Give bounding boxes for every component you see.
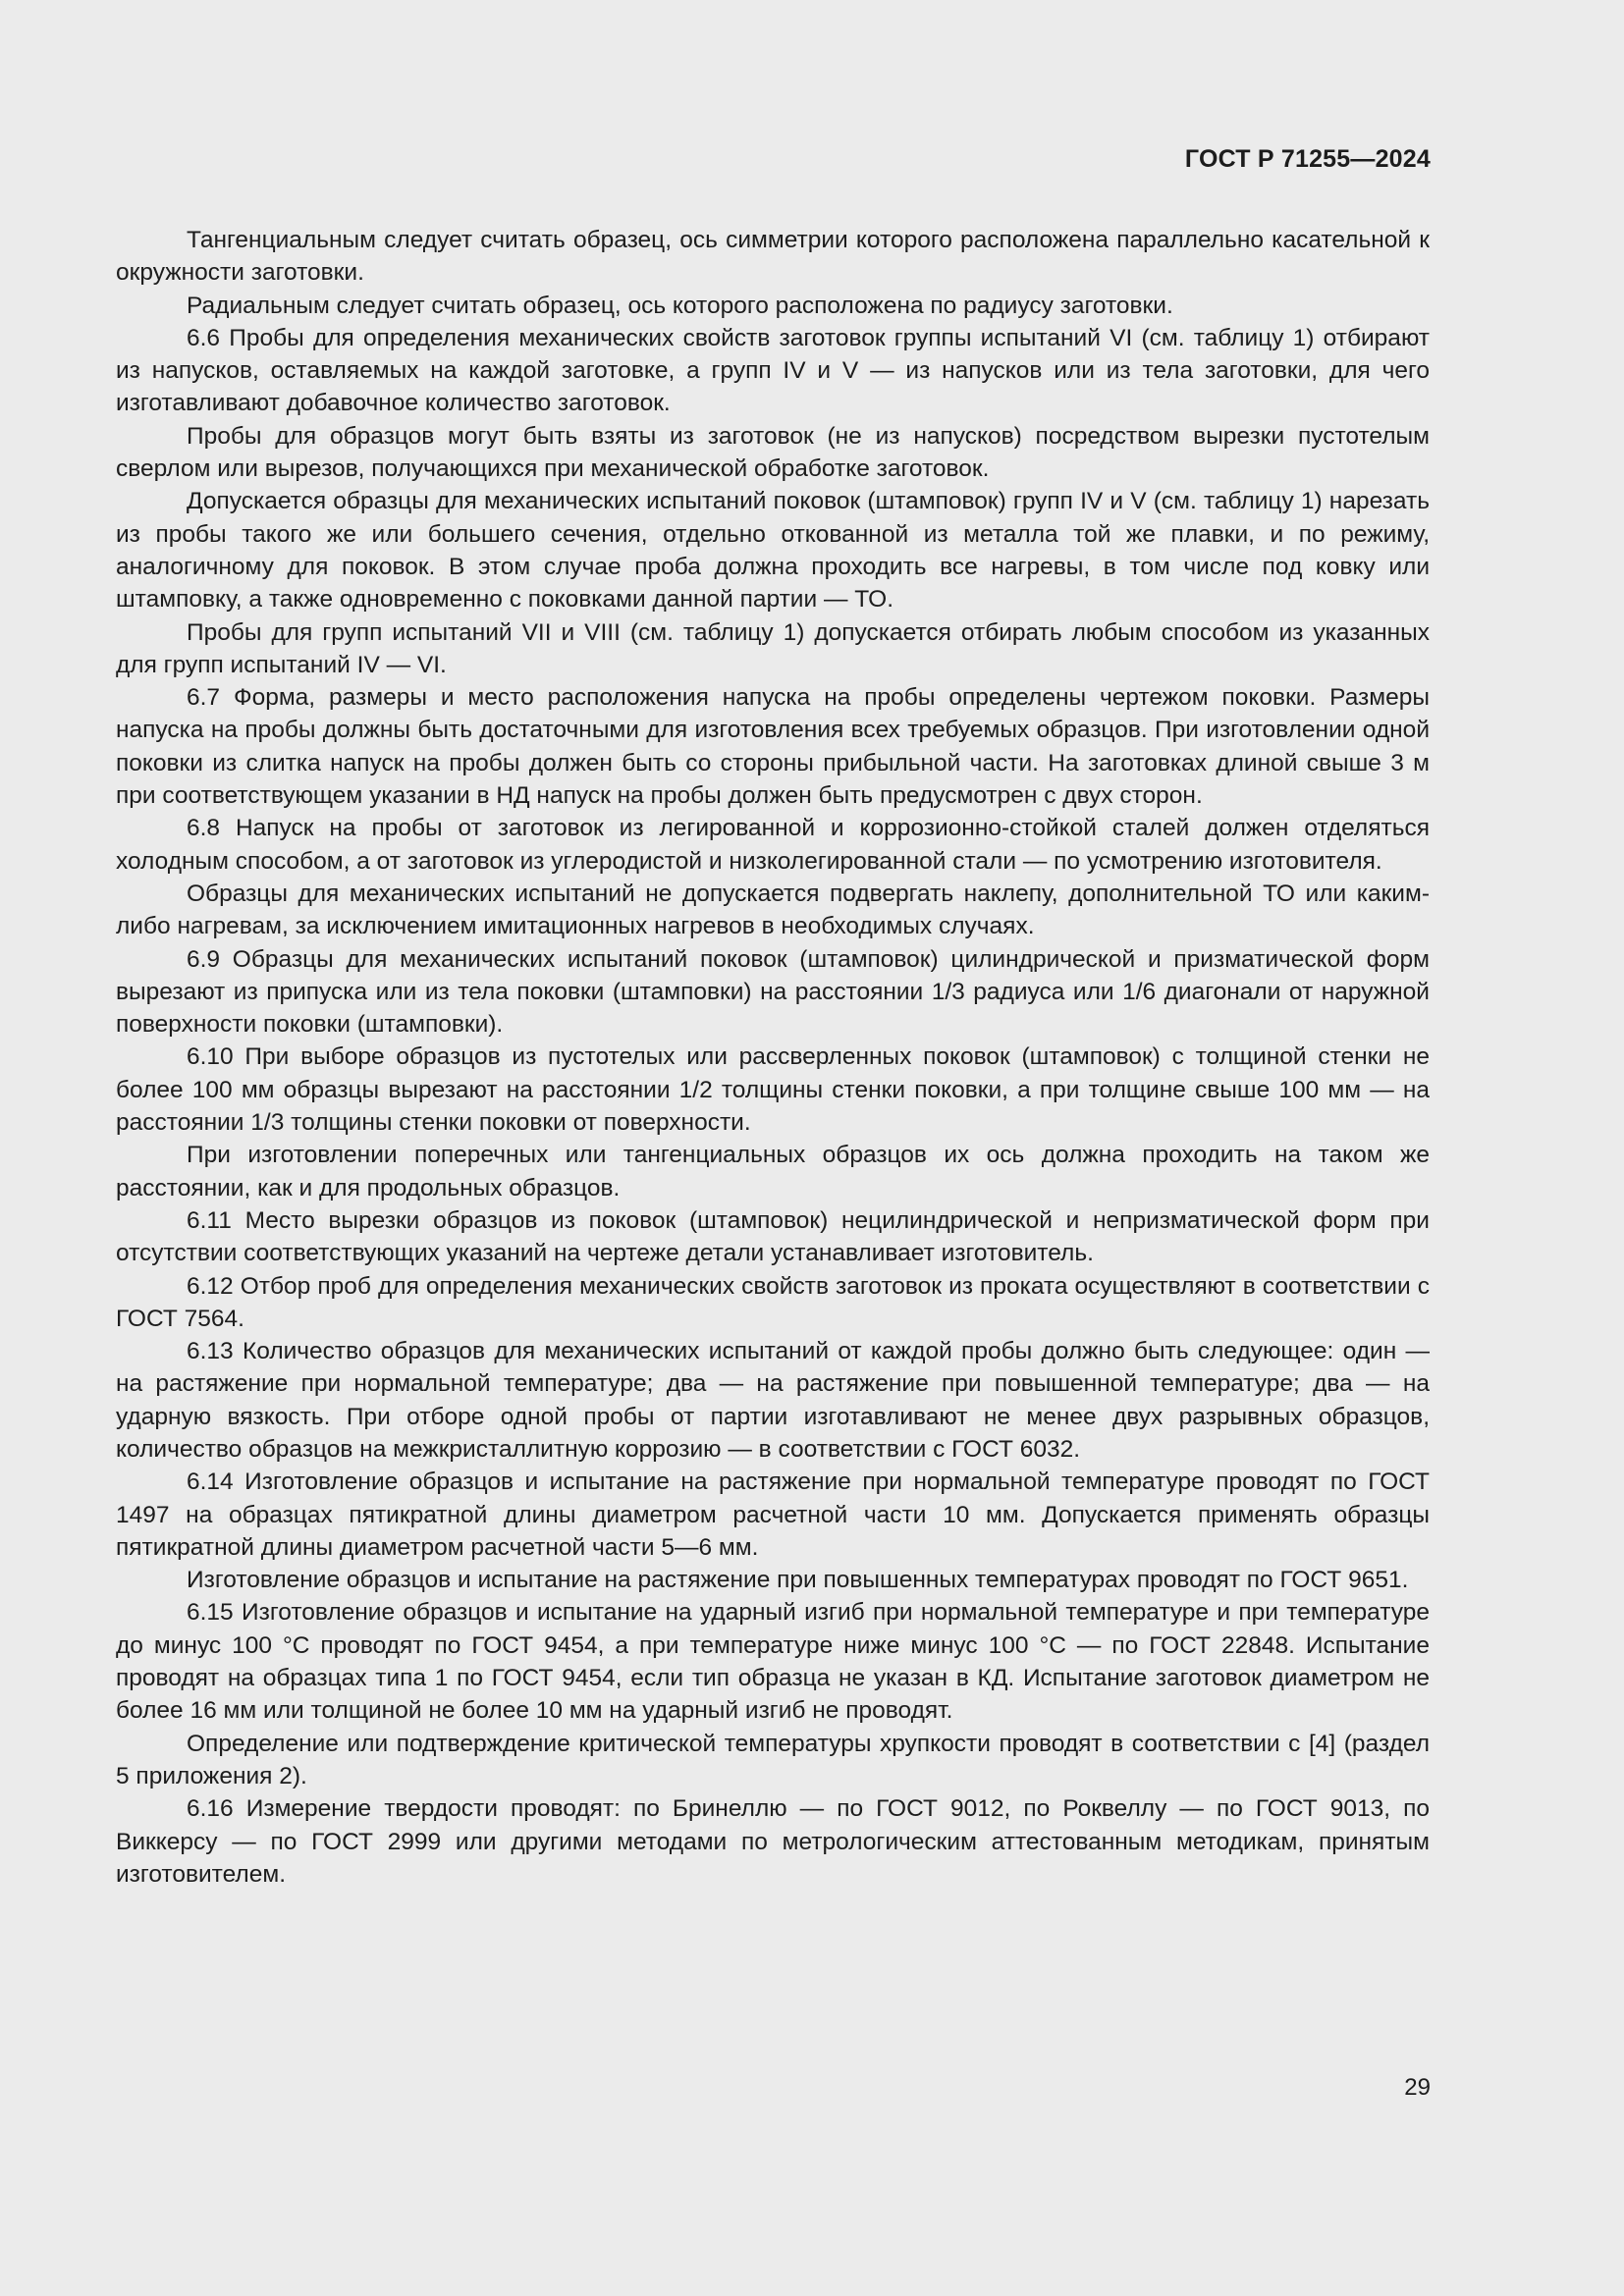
paragraph: Радиальным следует считать образец, ось которого расположена по радиусу заготовки. [187,292,1173,319]
paragraph: Допускается образцы для механических испытаний поковок (штамповок) групп IV и V (см. таблицу 1) нарезать из пробы такого же или большего сечения, отдельно откованной из металла той же плавки, и по режиму, аналогичному для поковок. В этом случае проба должна проходить все нагревы, в том числе под ковку или штамповку, а также одновременно с поковками данной партии — ТО. [116,488,1430,614]
paragraph: Образцы для механических испытаний не допускается подвергать наклепу, дополнительной ТО или каким-либо нагревам, за исключением имитационных нагревов в необходимых случаях. [116,880,1430,940]
paragraph: 6.10 При выборе образцов из пустотелых или рассверленных поковок (штамповок) с толщиной стенки не более 100 мм образцы вырезают на расстоянии 1/2 толщины стенки поковки, а при толщине свыше 100 мм — на расстоянии 1/3 толщины стенки поковки от поверхности. [116,1043,1430,1137]
paragraph: 6.8 Напуск на пробы от заготовок из легированной и коррозионно-стойкой сталей должен отделяться холодным способом, а от заготовок из углеродистой и низколегированной стали — по усмотрению изготовителя. [116,815,1430,875]
paragraph: 6.6 Пробы для определения механических свойств заготовок группы испытаний VI (см. таблицу 1) отбирают из напусков, оставляемых на каждой заготовке, а групп IV и V — из напусков или из тела заготовки, для чего изготавливают добавочное количество заготовок. [116,324,1430,417]
paragraph: Тангенциальным следует считать образец, ось симметрии которого расположена параллельно касательной к окружности заготовки. [116,227,1430,287]
paragraph: 6.15 Изготовление образцов и испытание на ударный изгиб при нормальной температуре и при температуре до минус 100 °С проводят по ГОСТ 9454, а при температуре ниже минус 100 °С — по ГОСТ 22848. Испытание проводят на образцах типа 1 по ГОСТ 9454, если тип образца не указан в КД. Испытание заготовок диаметром не более 16 мм или толщиной не более 10 мм на ударный изгиб не проводят. [116,1599,1430,1725]
paragraph: Определение или подтверждение критической температуры хрупкости проводят в соответствии с [4] (раздел 5 приложения 2). [116,1730,1430,1789]
paragraph: 6.13 Количество образцов для механических испытаний от каждой пробы должно быть следующее: один — на растяжение при нормальной температуре; два — на растяжение при повышенной температуре; два — на ударную вязкость. При отборе одной пробы от партии изготавливают не менее двух разрывных образцов, количество образцов на межкристаллитную коррозию — в соответствии с ГОСТ 6032. [116,1338,1430,1463]
paragraph: Пробы для образцов могут быть взяты из заготовок (не из напусков) посредством вырезки пустотелым сверлом или вырезов, получающихся при механической обработке заготовок. [116,422,1430,483]
page-number: 29 [1404,2074,1431,2101]
paragraph: Пробы для групп испытаний VII и VIII (см. таблицу 1) допускается отбирать любым способом из указанных для групп испытаний IV — VI. [116,618,1430,678]
paragraph: 6.16 Измерение твердости проводят: по Бринеллю — по ГОСТ 9012, по Роквеллу — по ГОСТ 9013, по Виккерсу — по ГОСТ 2999 или другими методами по метрологическим аттестованным методикам, принятым изготовителем. [116,1795,1430,1888]
paragraph: При изготовлении поперечных или тангенциальных образцов их ось должна проходить на таком же расстоянии, как и для продольных образцов. [116,1142,1430,1201]
paragraph: Изготовление образцов и испытание на растяжение при повышенных температурах проводят по ГОСТ 9651. [187,1567,1409,1594]
paragraph: 6.11 Место вырезки образцов из поковок (штамповок) нецилиндрической и непризматической форм при отсутствии соответствующих указаний на чертеже детали устанавливает изготовитель. [116,1206,1430,1267]
document-code-header: ГОСТ Р 71255—2024 [1184,145,1431,173]
paragraph: 6.9 Образцы для механических испытаний поковок (штамповок) цилиндрической и призматической форм вырезают из припуска или из тела поковки (штамповки) на расстоянии 1/3 радиуса или 1/6 диагонали от наружной поверхности поковки (штамповки). [116,945,1430,1039]
paragraph: 6.12 Отбор проб для определения механических свойств заготовок из проката осуществляют в соответствии с ГОСТ 7564. [116,1272,1430,1332]
paragraph: 6.7 Форма, размеры и место расположения напуска на пробы определены чертежом поковки. Размеры напуска на пробы должны быть достаточными для изготовления всех требуемых образцов. При изготовлении одной поковки из слитка напуск на пробы должен быть со стороны прибыльной части. На заготовках длиной свыше 3 м при соответствующем указании в НД напуск на пробы должен быть предусмотрен с двух сторон. [116,684,1430,810]
document-body [116,224,1430,1891]
paragraph: 6.14 Изготовление образцов и испытание на растяжение при нормальной температуре проводят по ГОСТ 1497 на образцах пятикратной длины диаметром расчетной части 10 мм. Допускается применять образцы пятикратной длины диаметром расчетной части 5—6 мм. [116,1468,1430,1561]
